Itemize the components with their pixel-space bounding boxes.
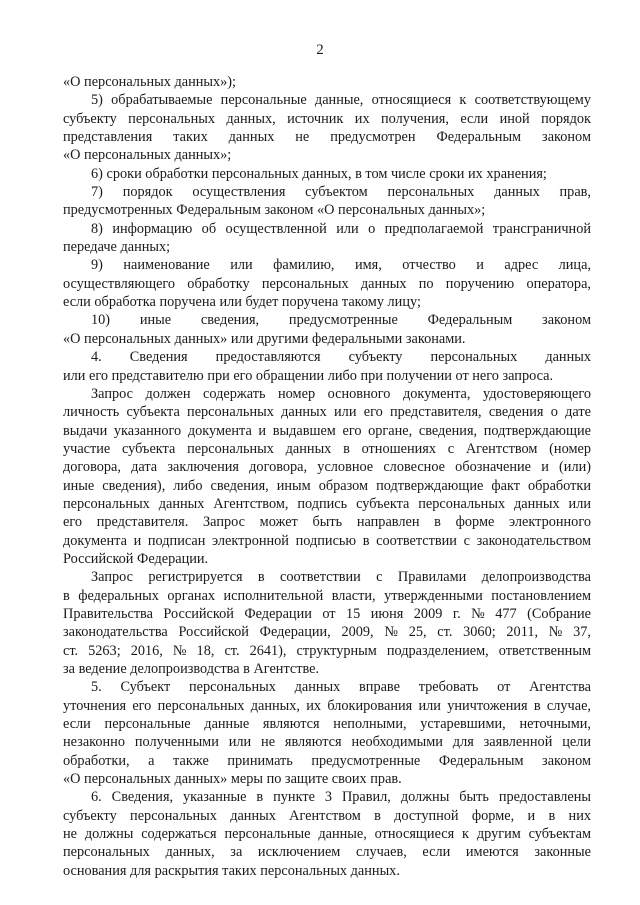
text-line: Правительства Российской Федерации от 15 июня 2009 г. № 477 (Собрание [63,605,591,622]
text-line: уточнения его персональных данных, их блокирования или уничтожения в случае, [63,697,591,714]
text-line: в федеральных органах исполнительной власти, утвержденными постановлением [63,587,591,604]
text-line: личность субъекта персональных данных или его представителя, сведения о дате [63,404,591,421]
text-line: договора, дата заключения договора, условное словесное обозначение и (или) [63,459,591,476]
text-line: если персональные данные являются неполными, устаревшими, неточными, [63,716,591,733]
text-line: Российской Федерации. [63,550,209,567]
text-line: не должны содержаться персональные данные, относящиеся к другим субъектам [63,826,591,843]
page-number: 2 [316,42,324,58]
text-line: выдачи указанного документа и выдавшем его органе, сведения, подтверждающие [63,422,591,439]
text-line: «О персональных данных»); [63,74,237,90]
text-line: персональных данных Агентством, подпись субъекта персональных данных или [63,495,591,512]
text-line: основания для раскрытия таких персональных данных. [63,862,400,879]
text-line: представления таких данных не предусмотрен Федеральным законом [63,129,591,146]
text-line: предусмотренных Федеральным законом «О персональных данных»; [63,202,486,219]
text-line: «О персональных данных» или другими федеральными законами. [63,330,466,347]
text-line: 7) порядок осуществления субъектом персональных данных прав, [91,184,591,201]
text-line: 10) иные сведения, предусмотренные Федеральным законом [91,312,591,329]
text-line: обработки, а также принимать предусмотренные Федеральным законом [63,752,591,769]
text-line: осуществляющего обработку персональных данных по поручению оператора, [63,275,591,292]
text-line: персональных данных, за исключением случаев, если имеются законные [63,844,591,861]
text-line: 8) информацию об осуществленной или о предполагаемой трансграничной [91,220,591,237]
text-line: Запрос регистрируется в соответствии с Правилами делопроизводства [91,569,591,586]
text-line: субъекту персональных данных Агентством в доступной форме, и в них [63,807,591,824]
document-body [63,73,591,880]
text-line: субъекту персональных данных, источник их получения, если иной порядок [63,110,591,127]
text-line: 6. Сведения, указанные в пункте 3 Правил, должны быть предоставлены [91,789,591,806]
text-line: 9) наименование или фамилию, имя, отчество и адрес лица, [91,257,591,274]
text-line: «О персональных данных» меры по защите своих прав. [63,771,402,788]
text-line: 4. Сведения предоставляются субъекту персональных данных [91,349,591,366]
text-line: участие субъекта персональных данных в отношениях с Агентством (номер [63,440,591,457]
text-line: «О персональных данных»; [63,147,232,164]
text-line: иные сведения), либо сведения, иным образом подтверждающие факт обработки [63,477,591,494]
text-line: передаче данных; [63,239,171,256]
text-line: незаконно полученными или не являются необходимыми для заявленной цели [63,734,591,751]
text-line: если обработка поручена или будет поручена такому лицу; [63,294,421,311]
text-line: 5. Субъект персональных данных вправе требовать от Агентства [91,679,591,696]
text-line: 5) обрабатываемые персональные данные, относящиеся к соответствующему [91,92,591,109]
text-line: документа и подписан электронной подписью в соответствии с законодательством [63,532,591,549]
text-line: Запрос должен содержать номер основного документа, удостоверяющего [91,385,591,402]
text-line: за ведение делопроизводства в Агентстве. [63,661,320,677]
text-line: законодательства Российской Федерации, 2009, № 25, ст. 3060; 2011, № 37, [63,624,591,641]
text-line: 6) сроки обработки персональных данных, в том числе сроки их хранения; [91,165,547,182]
text-line: ст. 5263; 2016, № 18, ст. 2641), структурным подразделением, ответственным [63,642,591,659]
text-line: или его представителю при его обращении либо при получении от него запроса. [63,367,554,384]
text-line: его представителя. Запрос может быть направлен в форме электронного [63,514,591,531]
